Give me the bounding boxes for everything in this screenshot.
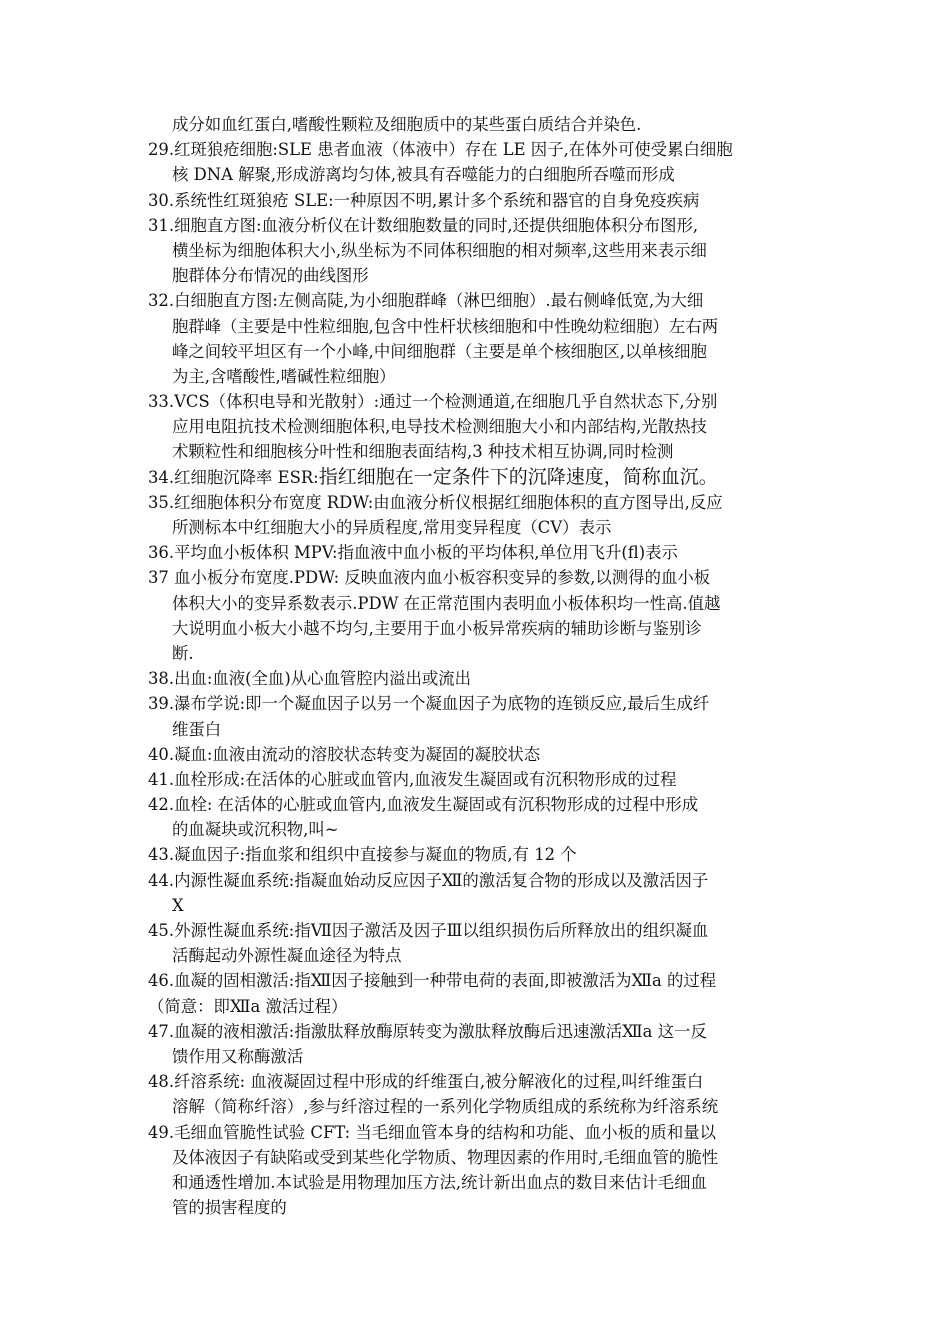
line-text: 40.凝血:血液由流动的溶胶状态转变为凝固的凝胶状态 <box>148 744 541 764</box>
line-text: 峰之间较平坦区有一个小峰,中间细胞群（主要是单个核细胞区,以单核细胞 <box>172 341 707 361</box>
line-text: 41.血栓形成:在活体的心脏或血管内,血液发生凝固或有沉积物形成的过程 <box>148 769 677 789</box>
line-text: 44.内源性凝血系统:指凝血始动反应因子Ⅻ的激活复合物的形成以及激活因子 <box>148 870 709 890</box>
line-text-emphasis: 指红细胞在一定条件下的沉降速度，简称血沉。 <box>318 465 718 488</box>
text-line <box>148 1044 814 1069</box>
text-line <box>148 616 814 641</box>
line-text: 31.细胞直方图:血液分析仪在计数细胞数量的同时,还提供细胞体积分布图形, <box>148 215 699 235</box>
text-line <box>148 263 814 288</box>
text-line <box>148 1120 814 1145</box>
line-text: 断. <box>172 643 194 663</box>
text-line <box>148 591 814 616</box>
text-line <box>148 162 814 187</box>
text-line <box>148 389 814 414</box>
line-text: 应用电阻抗技术检测细胞体积,电导技术检测细胞大小和内部结构,光散热技 <box>172 417 707 437</box>
line-text: 大说明血小板大小越不均匀,主要用于血小板异常疾病的辅助诊断与鉴别诊 <box>172 618 702 638</box>
line-text: 管的损害程度的 <box>172 1198 287 1218</box>
text-line <box>148 842 814 867</box>
line-text: 38.出血:血液(全血)从心血管腔内溢出或流出 <box>148 669 472 689</box>
text-line <box>148 968 814 993</box>
text-line <box>148 1145 814 1170</box>
text-line <box>148 1094 814 1119</box>
text-line <box>148 540 814 565</box>
line-text: 34.红细胞沉降率 ESR: <box>148 467 319 487</box>
line-text: 42.血栓: 在活体的心脏或血管内,血液发生凝固或有沉积物形成的过程中形成 <box>148 795 699 815</box>
document-body <box>148 112 814 1220</box>
text-line <box>148 792 814 817</box>
line-text: 49.毛细血管脆性试验 CFT: 当毛细血管本身的结构和功能、血小板的质和量以 <box>148 1122 716 1142</box>
line-text: 胞群体分布情况的曲线图形 <box>172 266 369 286</box>
text-line <box>148 439 814 464</box>
text-line <box>148 666 814 691</box>
line-text: 横坐标为细胞体积大小,纵坐标为不同体积细胞的相对频率,这些用来表示细 <box>172 240 707 260</box>
line-text: 46.血凝的固相激活:指Ⅻ因子接触到一种带电荷的表面,即被激活为Ⅻa 的过程 <box>148 971 717 991</box>
line-text: 32.白细胞直方图:左侧高陡,为小细胞群峰（淋巴细胞）.最右侧峰低宽,为大细 <box>148 291 704 311</box>
text-line <box>148 213 814 238</box>
text-line <box>148 515 814 540</box>
line-text: 43.凝血因子:指血浆和组织中直接参与凝血的物质,有 12 个 <box>148 845 577 865</box>
line-text: 为主,含嗜酸性,嗜碱性粒细胞） <box>172 366 396 386</box>
line-text: 术颗粒性和细胞核分叶性和细胞表面结构,3 种技术相互协调,同时检测 <box>172 442 674 462</box>
text-line <box>148 893 814 918</box>
text-line <box>148 238 814 263</box>
text-line <box>148 1170 814 1195</box>
line-text: 45.外源性凝血系统:指Ⅶ因子激活及因子Ⅲ以组织损伤后所释放出的组织凝血 <box>148 921 709 940</box>
text-line <box>148 817 814 842</box>
line-text: 30.系统性红斑狼疮 SLE:一种原因不明,累计多个系统和器官的自身免疫疾病 <box>148 190 700 210</box>
line-text: 39.瀑布学说:即一个凝血因子以另一个凝血因子为底物的连锁反应,最后生成纤 <box>148 694 710 714</box>
line-text: 和通透性增加.本试验是用物理加压方法,统计新出血点的数目来估计毛细血 <box>172 1172 707 1192</box>
text-line <box>148 188 814 213</box>
line-text: 37 血小板分布宽度.PDW: 反映血液内血小板容积变异的参数,以测得的血小板 <box>148 568 711 588</box>
text-line <box>148 1069 814 1094</box>
line-text: 35.红细胞体积分布宽度 RDW:由血液分析仪根据红细胞体积的直方图导出,反应 <box>148 492 723 512</box>
line-text: 33.VCS（体积电导和光散射）:通过一个检测通道,在细胞几乎自然状态下,分别 <box>148 392 718 412</box>
line-text: 核 DNA 解聚,形成游离均匀体,被具有吞噬能力的白细胞所吞噬而形成 <box>172 165 675 185</box>
line-text: 溶解（简称纤溶）,参与纤溶过程的一系列化学物质组成的系统称为纤溶系统 <box>172 1097 719 1117</box>
line-text: 维蛋白 <box>172 719 222 739</box>
text-line <box>148 994 814 1019</box>
text-line <box>148 112 814 137</box>
line-text: 体积大小的变异系数表示.PDW 在正常范围内表明血小板体积均一性高.值越 <box>172 593 721 613</box>
text-line <box>148 414 814 439</box>
text-line <box>148 1195 814 1220</box>
text-line <box>148 314 814 339</box>
line-text: 所测标本中红细胞大小的异质程度,常用变异程度（CV）表示 <box>172 518 612 537</box>
line-text: 胞群峰（主要是中性粒细胞,包含中性杆状核细胞和中性晚幼粒细胞）左右两 <box>172 316 719 336</box>
text-line <box>148 288 814 313</box>
text-line <box>148 717 814 742</box>
text-line <box>148 465 814 490</box>
text-line <box>148 742 814 767</box>
text-line <box>148 691 814 716</box>
text-line <box>148 490 814 515</box>
line-text: 47.血凝的液相激活:指激肽释放酶原转变为激肽释放酶后迅速激活Ⅻa 这一反 <box>148 1021 707 1041</box>
text-line <box>148 641 814 666</box>
line-text: 29.红斑狼疮细胞:SLE 患者血液（体液中）存在 LE 因子,在体外可使受累白细胞 <box>148 140 733 160</box>
line-text: 48.纤溶系统: 血液凝固过程中形成的纤维蛋白,被分解液化的过程,叫纤维蛋白 <box>148 1072 704 1092</box>
line-text: 的血凝块或沉积物,叫~ <box>172 820 339 840</box>
line-text: 馈作用又称酶激活 <box>172 1046 304 1066</box>
text-line <box>148 339 814 364</box>
line-text: 36.平均血小板体积 MPV:指血液中血小板的平均体积,单位用飞升(fl)表示 <box>148 543 678 563</box>
text-line <box>148 364 814 389</box>
text-line <box>148 137 814 162</box>
text-line <box>148 943 814 968</box>
text-line <box>148 767 814 792</box>
line-text: Ⅹ <box>172 895 184 915</box>
text-line <box>148 918 814 943</box>
line-text: 成分如血红蛋白,嗜酸性颗粒及细胞质中的某些蛋白质结合并染色. <box>172 115 642 134</box>
text-line <box>148 565 814 590</box>
text-line <box>148 868 814 893</box>
line-text: （简意：即Ⅻa 激活过程） <box>148 996 348 1016</box>
line-text: 及体液因子有缺陷或受到某些化学物质、物理因素的作用时,毛细血管的脆性 <box>172 1147 719 1167</box>
text-line <box>148 1019 814 1044</box>
line-text: 活酶起动外源性凝血途径为特点 <box>172 946 402 966</box>
